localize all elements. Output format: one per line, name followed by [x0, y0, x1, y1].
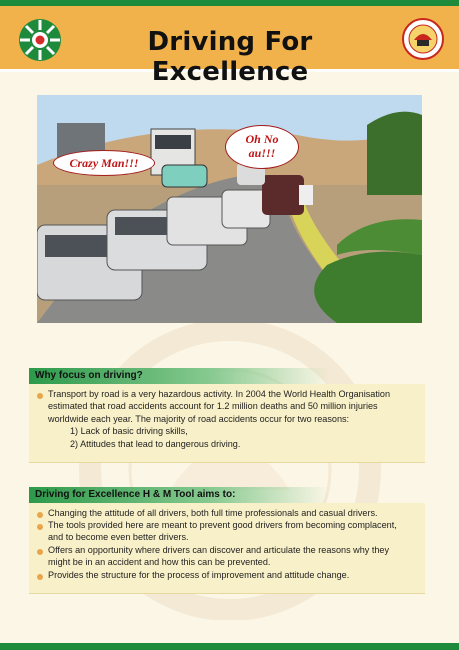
text-line: Transport by road is a very hazardous activity. In 2004 the World Health Organisation	[48, 389, 391, 399]
traffic-scene	[37, 95, 422, 323]
bullet-dot	[37, 512, 43, 518]
text-line: Changing the attitude of all drivers, both full time professionals and casual drivers.	[48, 508, 378, 518]
traffic-photo	[37, 95, 422, 323]
list-item-1: 1) Lack of basic driving skills,	[70, 426, 188, 437]
page-title: Driving For Excellence	[147, 27, 313, 87]
section-aims-heading	[29, 487, 329, 503]
aim-item-1	[48, 507, 418, 519]
aim-item-3	[48, 544, 418, 569]
bubble-line-1: Oh No	[245, 132, 279, 146]
text-line: The tools provided here are meant to prevent good drivers from becoming complacent,	[48, 520, 397, 530]
section-heading-text: Why focus on driving?	[35, 370, 143, 381]
bubble-line-2: au!!!	[248, 146, 276, 160]
section-why-focus-box	[29, 384, 425, 463]
speech-bubble-crazy-man: Crazy Man!!!	[53, 150, 155, 176]
safety-emblem-icon	[402, 18, 444, 60]
aim-item-2	[48, 519, 418, 544]
list-item-2: 2) Attitudes that lead to dangerous driving.	[70, 438, 241, 449]
bullet-dot	[37, 393, 43, 399]
text-line: Provides the structure for the process of improvement and attitude change.	[48, 570, 350, 580]
section1-paragraph	[48, 388, 418, 450]
text-line: Offers an opportunity where drivers can discover and articulate the reasons why they	[48, 545, 390, 555]
section-aims-box	[29, 503, 425, 594]
bottom-stripe	[0, 643, 459, 650]
section-why-focus-heading	[29, 368, 329, 384]
text-line: might be in an accident and how this can be prevented.	[48, 557, 271, 568]
text-line: worldwide each year. The majority of road accidents occur for two reasons:	[48, 413, 350, 424]
bullet-dot	[37, 524, 43, 530]
text-line: and to become even better drivers.	[48, 532, 189, 543]
text-line: estimated that road accidents account for 1.2 million deaths and 50 million injuries	[48, 401, 378, 412]
speech-bubble-oh-no	[225, 125, 299, 169]
company-logo-icon	[18, 18, 62, 62]
section-heading-text: Driving for Excellence H & M Tool aims to:	[35, 489, 236, 500]
aim-item-4	[48, 569, 418, 581]
bullet-dot	[37, 549, 43, 555]
bullet-dot	[37, 574, 43, 580]
